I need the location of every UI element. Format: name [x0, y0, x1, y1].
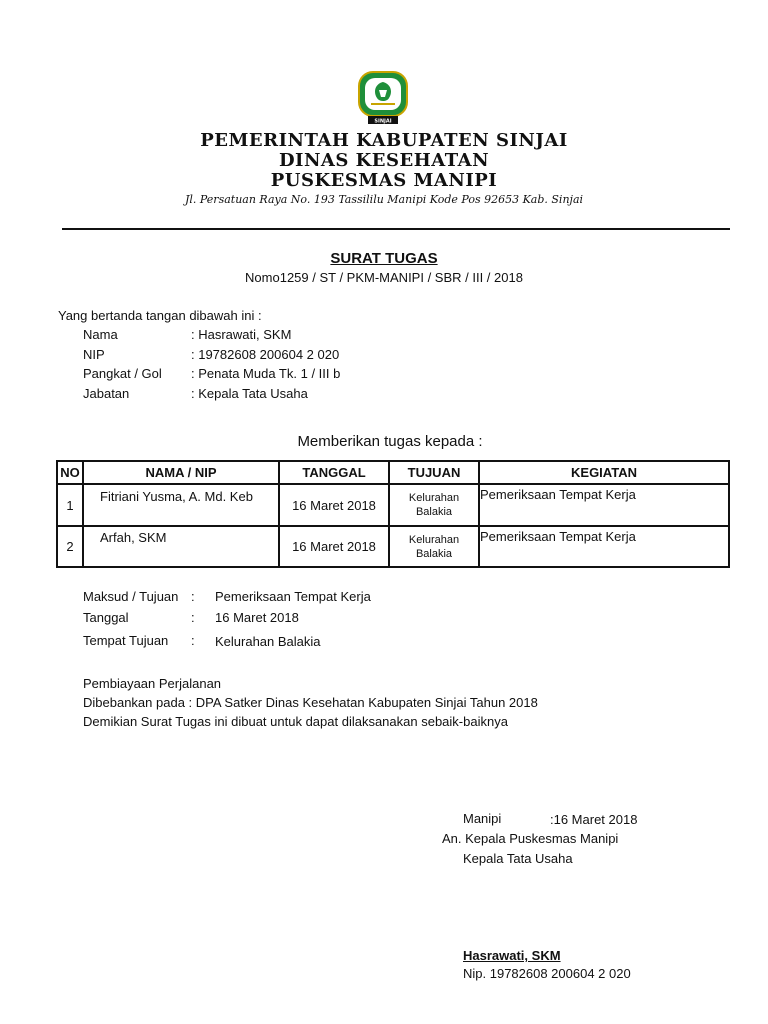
sinjai-regency-emblem [357, 70, 409, 126]
document-number: Nomo1259 / ST / PKM-MANIPI / SBR / III / 2018 [245, 270, 523, 285]
signature-place: Manipi [463, 811, 502, 826]
row-destination [389, 526, 479, 567]
detail-sep-purpose: : [191, 589, 195, 604]
detail-value-date: 16 Maret 2018 [215, 610, 299, 625]
row-activity: Pemeriksaan Tempat Kerja [479, 526, 729, 567]
row-name: Fitriani Yusma, A. Md. Keb [83, 484, 279, 526]
signer-label-position: Jabatan [83, 386, 130, 401]
detail-label-place: Tempat Tujuan [83, 633, 169, 648]
signature-on-behalf: An. Kepala Puskesmas Manipi [442, 831, 619, 846]
signer-value-nip: : 19782608 200604 2 020 [191, 347, 340, 362]
closing-statement: Demikian Surat Tugas ini dibuat untuk dapat dilaksanakan sebaik-baiknya [83, 714, 508, 729]
signer-value-position: : Kepala Tata Usaha [191, 386, 308, 401]
row-destination [389, 484, 479, 526]
funding-heading: Pembiayaan Perjalanan [83, 676, 222, 691]
header-no: NO [57, 461, 83, 484]
header-activity: KEGIATAN [479, 461, 729, 484]
header-government: PEMERINTAH KABUPATEN SINJAI [200, 130, 568, 151]
row-activity: Pemeriksaan Tempat Kerja [479, 484, 729, 526]
row-destination-line1: Kelurahan [408, 533, 460, 546]
detail-label-date: Tanggal [83, 610, 129, 625]
row-date: 16 Maret 2018 [279, 526, 389, 567]
row-destination-line2: Balakia [415, 506, 453, 518]
document-title: SURAT TUGAS [330, 250, 438, 267]
row-no: 2 [57, 526, 83, 567]
row-destination-line2: Balakia [415, 547, 453, 560]
row-destination-line1: Kelurahan [408, 492, 460, 504]
detail-sep-place: : [191, 633, 195, 648]
signer-label-name: Nama [83, 327, 118, 342]
detail-value-place: Kelurahan Balakia [215, 634, 321, 649]
signer-value-rank: : Penata Muda Tk. 1 / III b [191, 366, 341, 381]
header-destination: TUJUAN [389, 461, 479, 484]
table-header-row [57, 461, 729, 484]
header-divider [62, 228, 730, 230]
detail-sep-date: : [191, 610, 195, 625]
header-puskesmas: PUSKESMAS MANIPI [270, 170, 498, 191]
row-name: Arfah, SKM [83, 526, 279, 567]
row-no: 1 [57, 484, 83, 526]
emblem-label: SINJAI [374, 118, 392, 125]
signature-position: Kepala Tata Usaha [463, 851, 573, 866]
assignment-heading: Memberikan tugas kepada : [297, 433, 483, 450]
detail-label-purpose: Maksud / Tujuan [83, 589, 179, 604]
assignment-table [56, 460, 730, 568]
header-name: NAMA / NIP [83, 461, 279, 484]
funding-source: Dibebankan pada : DPA Satker Dinas Kesehatan Kabupaten Sinjai Tahun 2018 [83, 695, 538, 710]
header-address: Jl. Persatuan Raya No. 193 Tassililu Manipi Kode Pos 92653 Kab. Sinjai [184, 193, 584, 206]
signer-label-nip: NIP [83, 347, 105, 362]
signer-value-name: : Hasrawati, SKM [191, 327, 292, 342]
table-row [57, 526, 729, 567]
header-office: DINAS KESEHATAN [278, 150, 490, 171]
detail-value-purpose: Pemeriksaan Tempat Kerja [215, 589, 371, 604]
signer-label-rank: Pangkat / Gol [83, 366, 162, 381]
row-date: 16 Maret 2018 [279, 484, 389, 526]
intro-text: Yang bertanda tangan dibawah ini : [58, 308, 262, 323]
table-row [57, 484, 729, 526]
header-date: TANGGAL [279, 461, 389, 484]
signature-date: :16 Maret 2018 [550, 812, 638, 827]
signer-name: Hasrawati, SKM [463, 948, 561, 963]
signer-nip: Nip. 19782608 200604 2 020 [463, 966, 631, 981]
